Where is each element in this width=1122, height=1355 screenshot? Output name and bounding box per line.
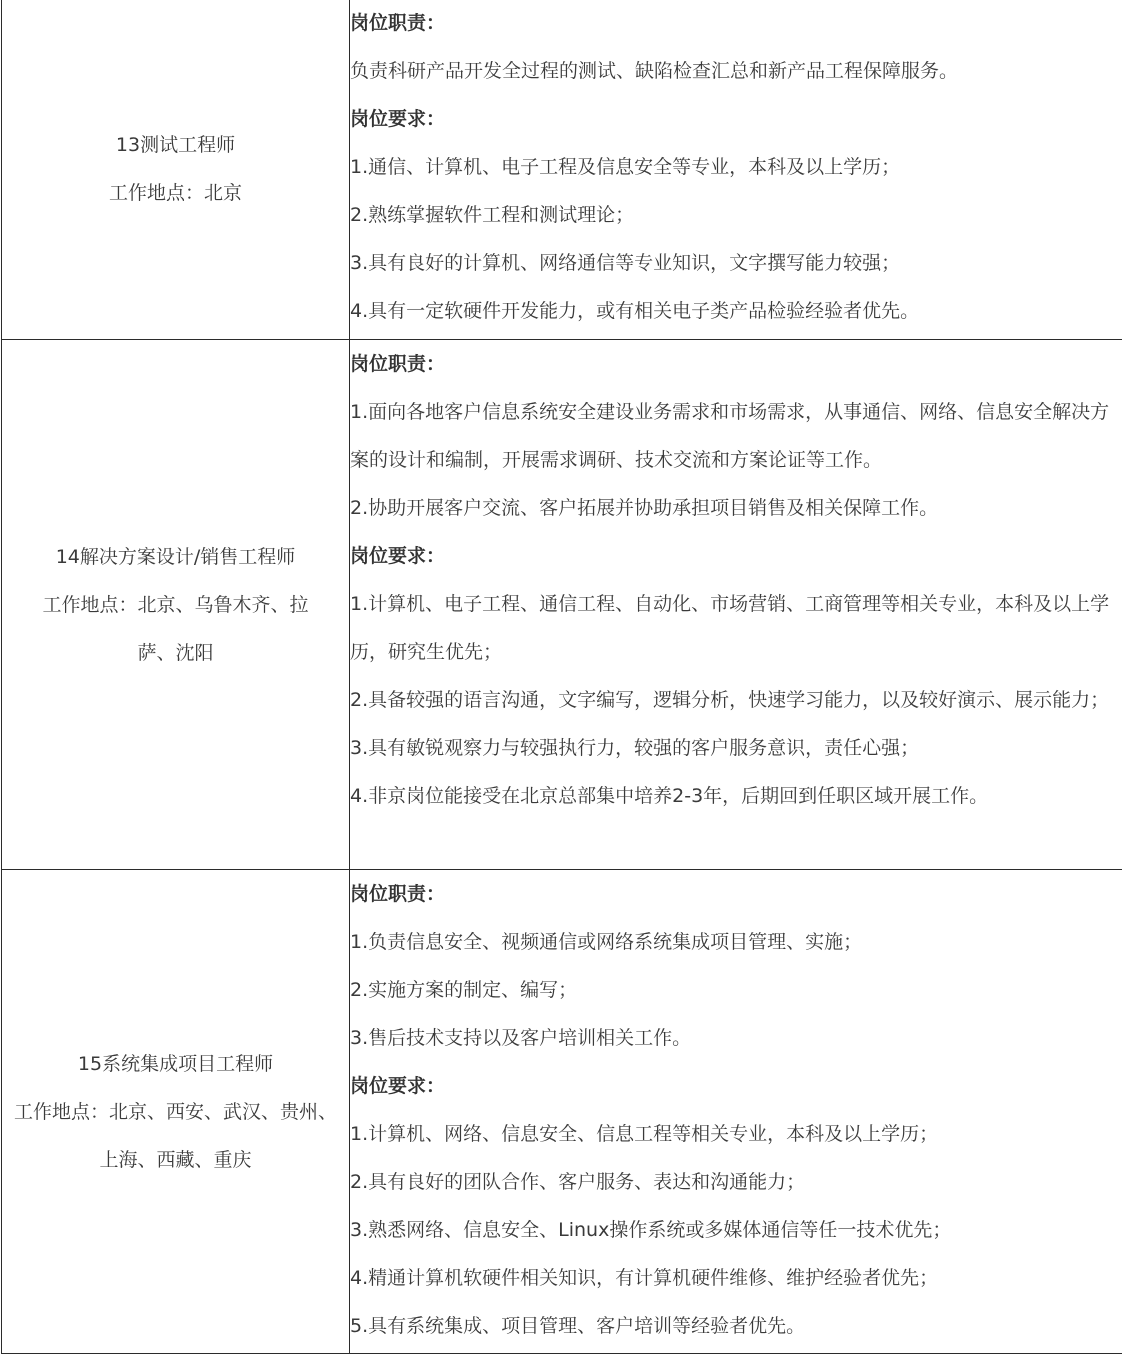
job-title: 13测试工程师 [115, 134, 236, 156]
job-row-15 [2, 870, 1122, 1354]
job-location-line: 工作地点：北京、乌鲁木齐、拉 [42, 593, 309, 616]
requirement-item: 3.具有敏锐观察力与较强执行力，较强的客户服务意识，责任心强； [350, 737, 920, 759]
duties-heading: 岗位职责： [350, 12, 446, 34]
requirements-heading: 岗位要求： [350, 545, 446, 567]
job-location-line: 上海、西藏、重庆 [99, 1148, 252, 1171]
duty-item: 负责科研产品开发全过程的测试、缺陷检查汇总和新产品工程保障服务。 [350, 60, 959, 82]
requirement-item: 4.非京岗位能接受在北京总部集中培养2-3年，后期回到任职区域开展工作。 [350, 785, 989, 807]
duty-item: 1.面向各地客户信息系统安全建设业务需求和市场需求，从事通信、网络、信息安全解决方案的设计和编制，开展需求调研、技术交流和方案论证等工作。 [350, 401, 1110, 471]
duties-heading: 岗位职责： [350, 353, 446, 375]
job-title-cell [2, 340, 350, 870]
job-listing-table [1, 0, 1122, 1354]
job-detail-cell [350, 340, 1122, 870]
requirement-item: 3.具有良好的计算机、网络通信等专业知识，文字撰写能力较强； [350, 252, 901, 274]
job-title-cell [2, 0, 350, 340]
duty-item: 2.实施方案的制定、编写； [350, 979, 578, 1001]
job-title: 15系统集成项目工程师 [77, 1052, 274, 1075]
requirement-item: 4.精通计算机软硬件相关知识，有计算机硬件维修、维护经验者优先； [350, 1267, 939, 1289]
job-location-line: 工作地点：北京、西安、武汉、贵州、 [13, 1100, 337, 1123]
job-row-14 [2, 340, 1122, 870]
duty-item: 2.协助开展客户交流、客户拓展并协助承担项目销售及相关保障工作。 [350, 497, 939, 519]
requirement-item: 1.计算机、网络、信息安全、信息工程等相关专业，本科及以上学历； [350, 1123, 939, 1145]
duty-item: 3.售后技术支持以及客户培训相关工作。 [350, 1027, 692, 1049]
job-detail-cell [350, 0, 1122, 340]
requirement-item: 4.具有一定软硬件开发能力，或有相关电子类产品检验经验者优先。 [350, 300, 920, 322]
job-detail-cell [350, 870, 1122, 1354]
job-location-line: 萨、沈阳 [137, 641, 214, 664]
job-row-13 [2, 0, 1122, 340]
job-title-cell [2, 870, 350, 1354]
requirement-item: 1.计算机、电子工程、通信工程、自动化、市场营销、工商管理等相关专业，本科及以上学历，研究生优先； [350, 593, 1110, 663]
requirement-item: 2.熟练掌握软件工程和测试理论； [350, 204, 635, 226]
requirement-item: 2.具有良好的团队合作、客户服务、表达和沟通能力； [350, 1171, 806, 1193]
duty-item: 1.负责信息安全、视频通信或网络系统集成项目管理、实施； [350, 931, 863, 953]
job-location: 工作地点：北京 [108, 182, 242, 204]
requirement-item: 3.熟悉网络、信息安全、Linux操作系统或多媒体通信等任一技术优先； [350, 1219, 952, 1241]
requirement-item: 5.具有系统集成、项目管理、客户培训等经验者优先。 [350, 1315, 806, 1337]
requirement-item: 2.具备较强的语言沟通，文字编写，逻辑分析，快速学习能力，以及较好演示、展示能力； [350, 689, 1110, 711]
job-title: 14解决方案设计/销售工程师 [55, 545, 296, 568]
requirements-heading: 岗位要求： [350, 108, 446, 130]
requirements-heading: 岗位要求： [350, 1075, 446, 1097]
requirement-item: 1.通信、计算机、电子工程及信息安全等专业，本科及以上学历； [350, 156, 901, 178]
duties-heading: 岗位职责： [350, 883, 446, 905]
